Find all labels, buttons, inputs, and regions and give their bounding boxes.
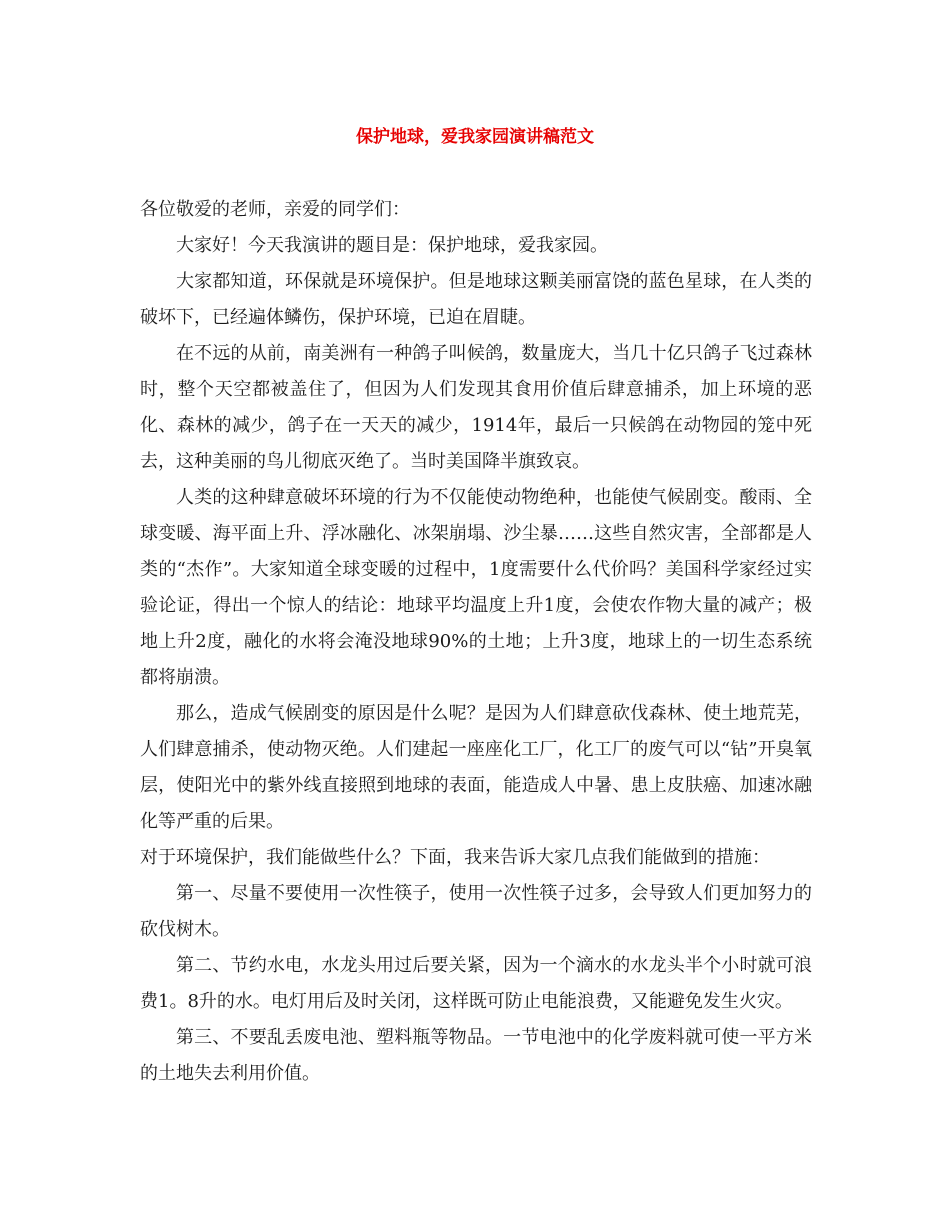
paragraph-measures-intro: 对于环境保护，我们能做些什么？下面，我来告诉大家几点我们能做到的措施：	[140, 847, 770, 868]
paragraph-causes: 那么，造成气候剧变的原因是什么呢？是因为人们肆意砍伐森林、使土地荒芜，人们肆意捕杀，使动物灭绝。人们建起一座座化工厂，化工厂的废气可以“钻”开臭氧层，使阳光中的紫外线直接照到地球的表面，能造成人中暑、患上皮肤癌、加速冰融化等严重的后果。	[140, 703, 812, 832]
paragraph-measure-2: 第二、节约水电，水龙头用过后要关紧，因为一个滴水的水龙头半个小时就可浪费1。8升的水。电灯用后及时关闭，这样既可防止电能浪费，又能避免发生火灾。	[140, 955, 812, 1012]
document-body	[140, 192, 812, 1092]
paragraph-measure-3: 第三、不要乱丢废电池、塑料瓶等物品。一节电池中的化学废料就可使一平方米的土地失去利用价值。	[140, 1027, 812, 1084]
document-title: 保护地球，爱我家园演讲稿范文	[356, 127, 594, 147]
paragraph-measure-1: 第一、尽量不要使用一次性筷子，使用一次性筷子过多，会导致人们更加努力的砍伐树木。	[140, 883, 812, 940]
paragraph-greeting: 大家好！今天我演讲的题目是：保护地球，爱我家园。	[176, 235, 608, 256]
paragraph-intro: 大家都知道，环保就是环境保护。但是地球这颗美丽富饶的蓝色星球，在人类的破坏下，已经遍体鳞伤，保护环境，已迫在眉睫。	[140, 271, 812, 328]
paragraph-climate: 人类的这种肆意破坏环境的行为不仅能使动物绝种，也能使气候剧变。酸雨、全球变暖、海平面上升、浮冰融化、冰架崩塌、沙尘暴……这些自然灾害，全部都是人类的“杰作”。大家知道全球变暖的过程中，1度需要什么代价吗？美国科学家经过实验论证，得出一个惊人的结论：地球平均温度上升1度，会使农作物大量的减产；极地上升2度，融化的水将会淹没地球90%的土地；上升3度，地球上的一切生态系统都将崩溃。	[140, 487, 812, 688]
salutation: 各位敬爱的老师，亲爱的同学们：	[140, 199, 410, 220]
paragraph-pigeon: 在不远的从前，南美洲有一种鸽子叫候鸽，数量庞大，当几十亿只鸽子飞过森林时，整个天空都被盖住了，但因为人们发现其食用价值后肆意捕杀，加上环境的恶化、森林的减少，鸽子在一天天的减少，1914年，最后一只候鸽在动物园的笼中死去，这种美丽的鸟儿彻底灭绝了。当时美国降半旗致哀。	[140, 343, 812, 472]
